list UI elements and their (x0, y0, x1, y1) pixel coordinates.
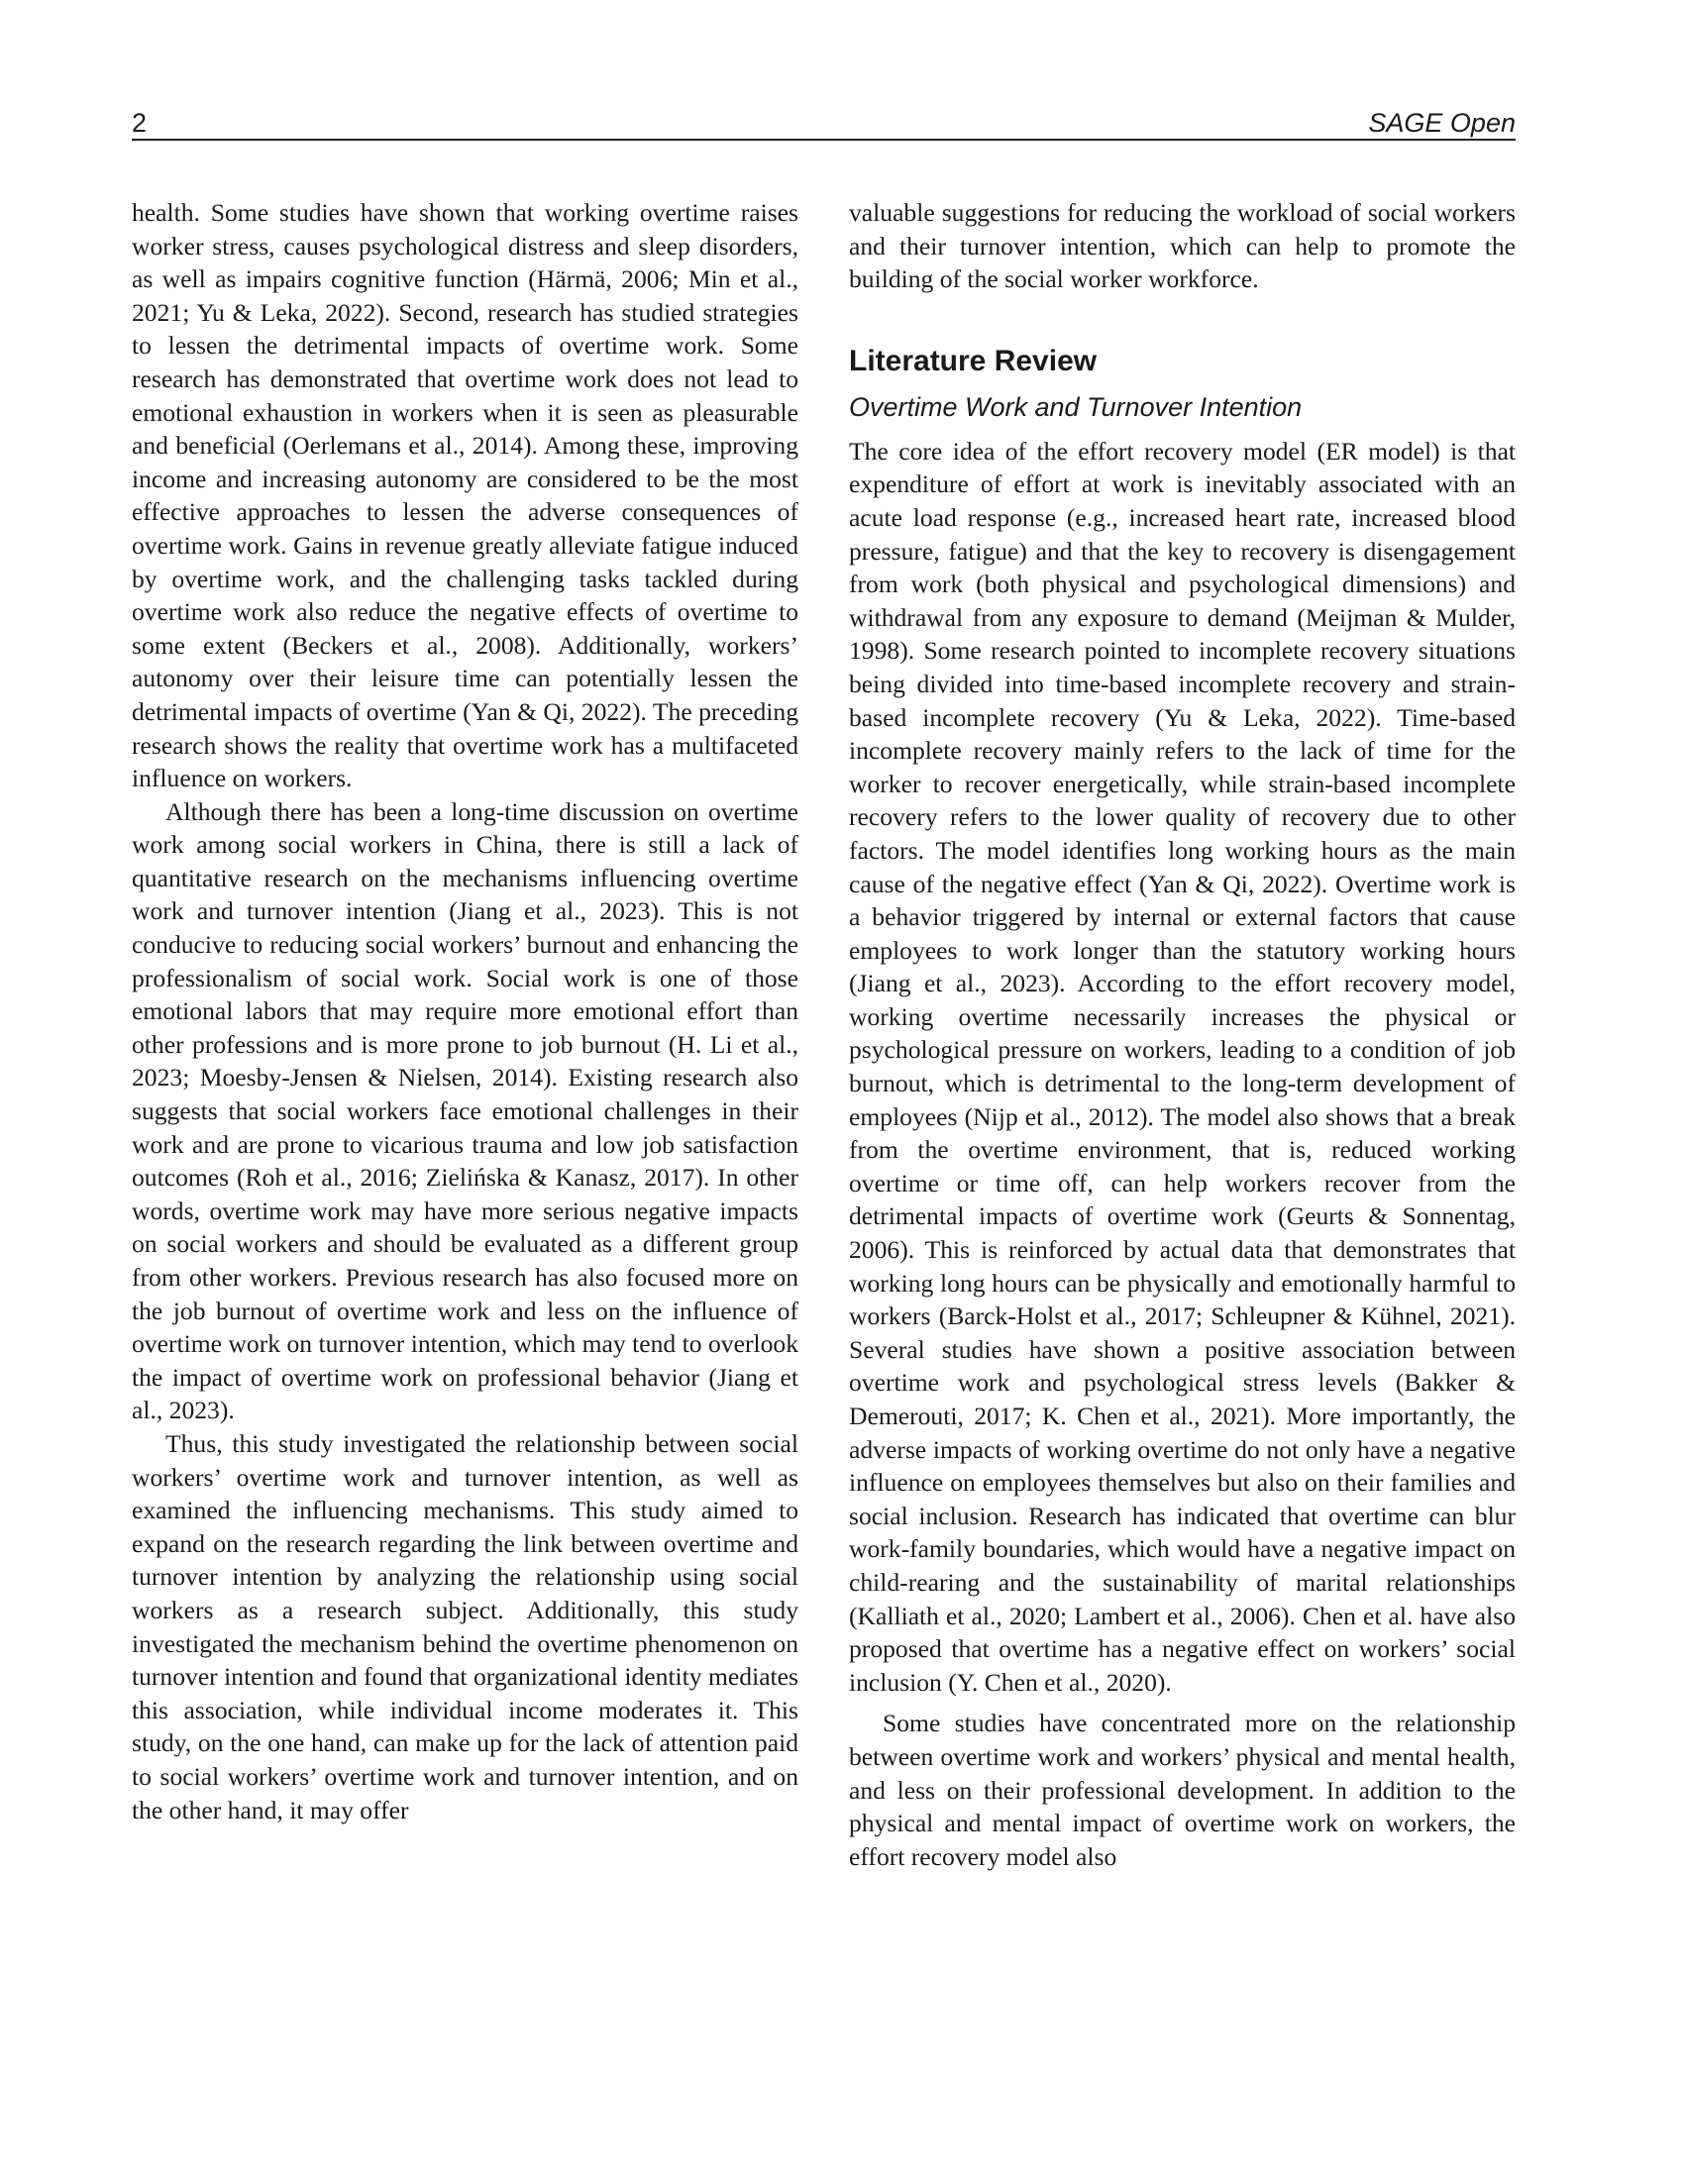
paragraph: valuable suggestions for reducing the workload of social workers and their turnover intention, which can help to promote the building of the social worker workforce. (849, 198, 1516, 294)
paragraph: The core idea of the effort recovery model (ER model) is that expenditure of effort at work is inevitably associated with an acute load response (e.g., increased heart rate, increased blood pressure, fatigue) and that the key to recovery is disengagement from work (both physical and psychological dimensions) and withdrawal from any exposure to demand (Meijman & Mulder, 1998). Some research pointed to incomplete recovery situations being divided into time-based incomplete recovery and strain-based incomplete recovery (Yu & Leka, 2022). Time-based incomplete recovery mainly refers to the lack of time for the worker to recover energetically, while strain-based incomplete recovery refers to the lower quality of recovery due to other factors. The model identifies long working hours as the main cause of the negative effect (Yan & Qi, 2022). Overtime work is a behavior triggered by internal or external factors that cause employees to work longer than the statutory working hours (Jiang et al., 2023). According to the effort recovery model, working overtime necessarily increases the physical or psychological pressure on workers, leading to a condition of job burnout, which is detrimental to the long-term development of employees (Nijp et al., 2012). The model also shows that a break from the overtime environment, that is, reduced working overtime or time off, can help workers recover from the detrimental impacts of overtime work (Geurts & Sonnentag, 2006). This is reinforced by actual data that demonstrates that working long hours can be physically and emotionally harmful to workers (Barck-Holst et al., 2017; Schleupner & Kühnel, 2021). Several studies have shown a positive association between overtime work and psychological stress levels (Bakker & Demerouti, 2017; K. Chen et al., 2021). More importantly, the adverse impacts of working overtime do not only have a negative influence on employees themselves but also on their families and social inclusion. Research has indicated that overtime can blur work-family boundaries, which would have a negative impact on child-rearing and the sustainability of marital relationships (Kalliath et al., 2020; Lambert et al., 2006). Chen et al. have also proposed that overtime has a negative effect on workers’ social inclusion (Y. Chen et al., 2020). (849, 436, 1516, 1697)
section-heading: Literature Review (849, 344, 1098, 377)
paragraph: Thus, this study investigated the relationship between social workers’ overtime work and turnover intention, as well as examined the influencing mechanisms. This study aimed to expand on the research regarding the link between overtime and turnover intention by analyzing the relationship using social workers as a research subject. Additionally, this study investigated the mechanism behind the overtime phenomenon on turnover intention and found that organizational identity mediates this association, while individual income moderates it. This study, on the one hand, can make up for the lack of attention paid to social workers’ overtime work and turnover intention, and on the other hand, it may offer (132, 1428, 798, 1824)
running-head (132, 103, 1516, 141)
paragraph: health. Some studies have shown that working overtime raises worker stress, causes psychological distress and sleep disorders, as well as impairs cognitive function (Härmä, 2006; Min et al., 2021; Yu & Leka, 2022). Second, research has studied strategies to lessen the detrimental impacts of overtime work. Some research has demonstrated that overtime work does not lead to emotional exhaustion in workers when it is seen as pleasurable and beneficial (Oerlemans et al., 2014). Among these, improving income and increasing autonomy are considered to be the most effective approaches to lessen the adverse consequences of overtime work. Gains in revenue greatly alleviate fatigue induced by overtime work, and the challenging tasks tackled during overtime work also reduce the negative effects of overtime to some extent (Beckers et al., 2008). Additionally, workers’ autonomy over their leisure time can potentially lessen the detrimental impacts of overtime (Yan & Qi, 2022). The preceding research shows the reality that overtime work has a multifaceted influence on workers. (132, 198, 798, 793)
subsection-heading: Overtime Work and Turnover Intention (849, 391, 1303, 422)
right-column (849, 196, 1516, 1873)
left-column (132, 196, 798, 1826)
journal-name: SAGE Open (1368, 108, 1516, 138)
page-number: 2 (132, 108, 148, 138)
paragraph: Some studies have concentrated more on the relationship between overtime work and workers’ physical and mental health, and less on their professional development. In addition to the physical and mental impact of overtime work on workers, the effort recovery model also (849, 1709, 1516, 1871)
paragraph: Although there has been a long-time discussion on overtime work among social workers in China, there is still a lack of quantitative research on the mechanisms influencing overtime work and turnover intention (Jiang et al., 2023). This is not conducive to reducing social workers’ burnout and enhancing the professionalism of social work. Social work is one of those emotional labors that may require more emotional effort than other professions and is more prone to job burnout (H. Li et al., 2023; Moesby-Jensen & Nielsen, 2014). Existing research also suggests that social workers face emotional challenges in their work and are prone to vicarious trauma and low job satisfaction outcomes (Roh et al., 2016; Zielińska & Kanasz, 2017). In other words, overtime work may have more serious negative impacts on social workers and should be evaluated as a different group from other workers. Previous research has also focused more on the job burnout of overtime work and less on the influence of overtime work on turnover intention, which may tend to overlook the impact of overtime work on professional behavior (Jiang et al., 2023). (132, 796, 798, 1425)
